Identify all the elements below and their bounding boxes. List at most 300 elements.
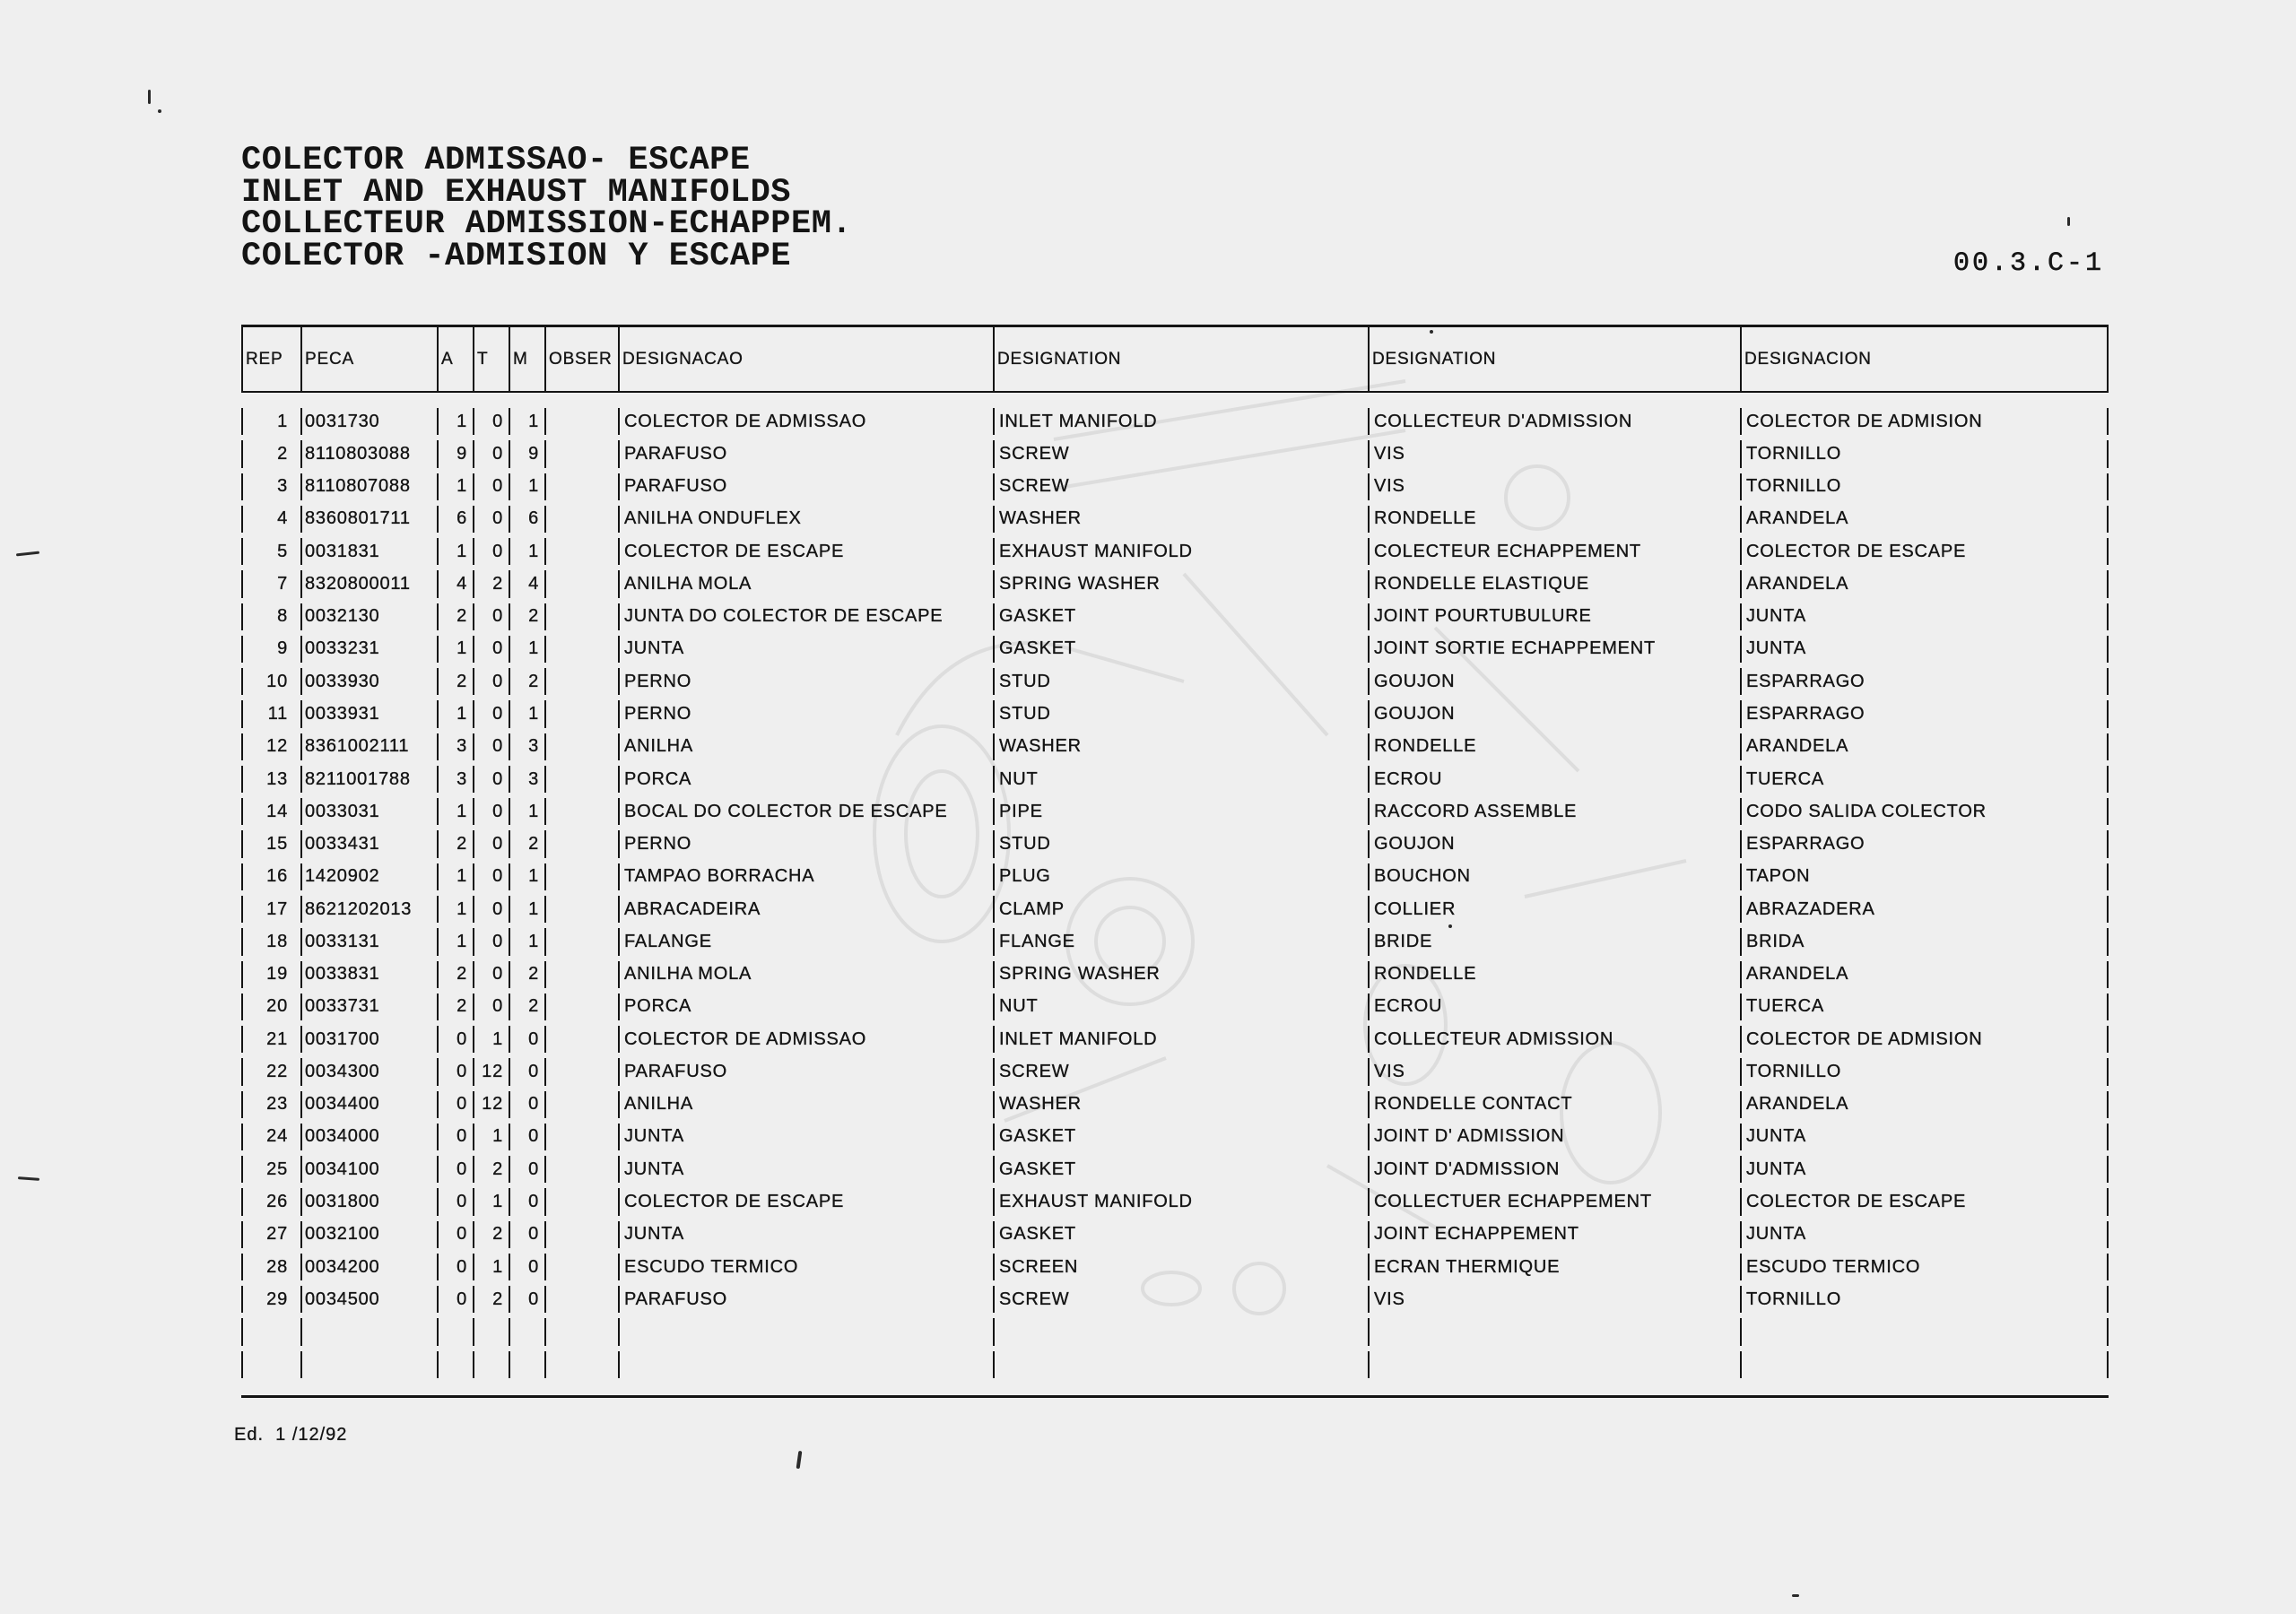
designation-es-cell: ARANDELA xyxy=(1740,1089,2109,1121)
designation-fr-cell: COLLECTEUR D'ADMISSION xyxy=(1368,405,1740,438)
rep-cell: 13 xyxy=(241,763,300,795)
table-header-rule xyxy=(241,391,2109,393)
qty-a-cell: 6 xyxy=(437,503,473,535)
obser-cell xyxy=(544,438,618,470)
designation-pt-cell: ABRACADEIRA xyxy=(618,893,993,925)
qty-a-cell: 0 xyxy=(437,1121,473,1153)
designation-es-cell xyxy=(1740,1349,2109,1381)
part-number-cell xyxy=(300,1315,437,1348)
table-row xyxy=(241,795,2109,828)
part-number-cell: 0032130 xyxy=(300,601,437,633)
designation-es-cell: ESPARRAGO xyxy=(1740,828,2109,860)
qty-m-cell: 1 xyxy=(509,925,544,958)
designation-pt-cell: COLECTOR DE ADMISSAO xyxy=(618,1023,993,1055)
designation-es-cell: COLECTOR DE ADMISION xyxy=(1740,1023,2109,1055)
designation-fr-cell: VIS xyxy=(1368,438,1740,470)
qty-m-cell: 3 xyxy=(509,763,544,795)
obser-cell xyxy=(544,633,618,665)
qty-t-cell: 0 xyxy=(473,763,509,795)
obser-cell xyxy=(544,925,618,958)
designation-pt-cell: COLECTOR DE ESCAPE xyxy=(618,535,993,568)
qty-a-cell: 1 xyxy=(437,861,473,893)
designation-es-cell: JUNTA xyxy=(1740,601,2109,633)
rep-cell: 5 xyxy=(241,535,300,568)
qty-m-cell: 1 xyxy=(509,633,544,665)
designation-fr-cell: COLLIER xyxy=(1368,893,1740,925)
designation-es-cell: ESPARRAGO xyxy=(1740,665,2109,698)
designation-en-cell: SCREW xyxy=(993,1055,1368,1088)
qty-m-cell: 0 xyxy=(509,1185,544,1218)
column-header-qty-a: A xyxy=(437,327,473,391)
designation-es-cell: TORNILLO xyxy=(1740,438,2109,470)
designation-fr-cell: JOINT ECHAPPEMENT xyxy=(1368,1219,1740,1251)
designation-pt-cell: PARAFUSO xyxy=(618,438,993,470)
qty-a-cell: 2 xyxy=(437,991,473,1023)
designation-fr-cell: ECROU xyxy=(1368,763,1740,795)
qty-a-cell xyxy=(437,1349,473,1381)
scan-mark xyxy=(1792,1594,1799,1597)
designation-pt-cell: ANILHA ONDUFLEX xyxy=(618,503,993,535)
qty-a-cell: 0 xyxy=(437,1219,473,1251)
qty-t-cell: 1 xyxy=(473,1023,509,1055)
qty-m-cell: 0 xyxy=(509,1055,544,1088)
table-row xyxy=(241,1219,2109,1251)
designation-es-cell: BRIDA xyxy=(1740,925,2109,958)
table-row xyxy=(241,471,2109,503)
table-row xyxy=(241,1185,2109,1218)
designation-en-cell: GASKET xyxy=(993,1153,1368,1185)
column-header-qty-t: T xyxy=(473,327,509,391)
qty-m-cell: 0 xyxy=(509,1283,544,1315)
qty-m-cell: 1 xyxy=(509,535,544,568)
rep-cell: 23 xyxy=(241,1089,300,1121)
part-number-cell: 0034300 xyxy=(300,1055,437,1088)
designation-pt-cell: PARAFUSO xyxy=(618,1283,993,1315)
qty-t-cell xyxy=(473,1315,509,1348)
edition-footer: Ed. 1 /12/92 xyxy=(234,1425,348,1445)
rep-cell: 16 xyxy=(241,861,300,893)
part-number-cell: 8621202013 xyxy=(300,893,437,925)
qty-a-cell: 1 xyxy=(437,535,473,568)
part-number-cell: 0032100 xyxy=(300,1219,437,1251)
column-header-designation-pt: DESIGNACAO xyxy=(618,327,993,391)
qty-a-cell: 2 xyxy=(437,959,473,991)
qty-m-cell: 1 xyxy=(509,861,544,893)
qty-m-cell: 0 xyxy=(509,1121,544,1153)
designation-es-cell: ARANDELA xyxy=(1740,959,2109,991)
qty-t-cell: 0 xyxy=(473,861,509,893)
title-line-pt: COLECTOR ADMISSAO- ESCAPE xyxy=(241,142,751,179)
qty-m-cell: 3 xyxy=(509,731,544,763)
designation-en-cell: SPRING WASHER xyxy=(993,568,1368,600)
obser-cell xyxy=(544,1089,618,1121)
designation-pt-cell: TAMPAO BORRACHA xyxy=(618,861,993,893)
designation-fr-cell: JOINT D' ADMISSION xyxy=(1368,1121,1740,1153)
rep-cell: 12 xyxy=(241,731,300,763)
scan-mark xyxy=(1448,924,1452,928)
obser-cell xyxy=(544,763,618,795)
table-row xyxy=(241,1121,2109,1153)
rep-cell: 17 xyxy=(241,893,300,925)
qty-m-cell: 0 xyxy=(509,1023,544,1055)
qty-t-cell: 0 xyxy=(473,893,509,925)
designation-pt-cell: ANILHA xyxy=(618,731,993,763)
designation-fr-cell: RONDELLE CONTACT xyxy=(1368,1089,1740,1121)
designation-en-cell: SCREW xyxy=(993,438,1368,470)
designation-fr-cell: JOINT POURTUBULURE xyxy=(1368,601,1740,633)
designation-pt-cell: JUNTA DO COLECTOR DE ESCAPE xyxy=(618,601,993,633)
column-header-part-number: PECA xyxy=(300,327,437,391)
designation-es-cell: TUERCA xyxy=(1740,991,2109,1023)
designation-fr-cell: GOUJON xyxy=(1368,828,1740,860)
part-number-cell: 0033831 xyxy=(300,959,437,991)
qty-m-cell: 2 xyxy=(509,991,544,1023)
qty-t-cell: 0 xyxy=(473,795,509,828)
table-bottom-rule xyxy=(241,1395,2109,1398)
table-row-empty xyxy=(241,1315,2109,1348)
part-number-cell: 0034000 xyxy=(300,1121,437,1153)
obser-cell xyxy=(544,1023,618,1055)
obser-cell xyxy=(544,535,618,568)
qty-a-cell: 1 xyxy=(437,633,473,665)
designation-es-cell: JUNTA xyxy=(1740,1121,2109,1153)
qty-a-cell: 0 xyxy=(437,1153,473,1185)
designation-fr-cell: RONDELLE xyxy=(1368,731,1740,763)
designation-pt-cell: BOCAL DO COLECTOR DE ESCAPE xyxy=(618,795,993,828)
scan-mark xyxy=(18,1176,39,1181)
rep-cell: 18 xyxy=(241,925,300,958)
qty-t-cell: 2 xyxy=(473,568,509,600)
table-row xyxy=(241,535,2109,568)
qty-m-cell: 2 xyxy=(509,959,544,991)
obser-cell xyxy=(544,601,618,633)
designation-pt-cell: PARAFUSO xyxy=(618,471,993,503)
designation-en-cell: SCREEN xyxy=(993,1251,1368,1283)
obser-cell xyxy=(544,861,618,893)
part-number-cell: 0031730 xyxy=(300,405,437,438)
qty-m-cell: 1 xyxy=(509,471,544,503)
qty-t-cell: 0 xyxy=(473,959,509,991)
qty-t-cell: 0 xyxy=(473,698,509,730)
table-row xyxy=(241,991,2109,1023)
table-row xyxy=(241,1023,2109,1055)
part-number-cell: 0033231 xyxy=(300,633,437,665)
designation-fr-cell: COLECTEUR ECHAPPEMENT xyxy=(1368,535,1740,568)
designation-en-cell: SCREW xyxy=(993,1283,1368,1315)
qty-m-cell: 6 xyxy=(509,503,544,535)
designation-es-cell: ARANDELA xyxy=(1740,731,2109,763)
designation-pt-cell: PORCA xyxy=(618,991,993,1023)
designation-fr-cell: BRIDE xyxy=(1368,925,1740,958)
designation-en-cell xyxy=(993,1349,1368,1381)
designation-es-cell: COLECTOR DE ADMISION xyxy=(1740,405,2109,438)
rep-cell: 4 xyxy=(241,503,300,535)
qty-t-cell: 0 xyxy=(473,601,509,633)
qty-m-cell: 1 xyxy=(509,405,544,438)
qty-t-cell: 0 xyxy=(473,633,509,665)
qty-m-cell xyxy=(509,1349,544,1381)
part-number-cell: 8320800011 xyxy=(300,568,437,600)
obser-cell xyxy=(544,1315,618,1348)
designation-es-cell: ESCUDO TERMICO xyxy=(1740,1251,2109,1283)
designation-pt-cell: JUNTA xyxy=(618,1121,993,1153)
qty-t-cell: 0 xyxy=(473,925,509,958)
part-number-cell: 0034400 xyxy=(300,1089,437,1121)
obser-cell xyxy=(544,1219,618,1251)
qty-a-cell: 4 xyxy=(437,568,473,600)
obser-cell xyxy=(544,1055,618,1088)
part-number-cell: 0031800 xyxy=(300,1185,437,1218)
obser-cell xyxy=(544,1153,618,1185)
designation-en-cell: PIPE xyxy=(993,795,1368,828)
qty-a-cell: 2 xyxy=(437,601,473,633)
designation-en-cell: GASKET xyxy=(993,601,1368,633)
qty-a-cell: 3 xyxy=(437,763,473,795)
obser-cell xyxy=(544,503,618,535)
designation-en-cell: INLET MANIFOLD xyxy=(993,1023,1368,1055)
rep-cell xyxy=(241,1349,300,1381)
qty-t-cell: 0 xyxy=(473,438,509,470)
designation-fr-cell: VIS xyxy=(1368,1283,1740,1315)
qty-t-cell: 0 xyxy=(473,731,509,763)
designation-pt-cell: ANILHA xyxy=(618,1089,993,1121)
obser-cell xyxy=(544,828,618,860)
table-row-empty xyxy=(241,1349,2109,1381)
part-number-cell: 8361002111 xyxy=(300,731,437,763)
obser-cell xyxy=(544,405,618,438)
designation-pt-cell: ESCUDO TERMICO xyxy=(618,1251,993,1283)
designation-pt-cell: COLECTOR DE ADMISSAO xyxy=(618,405,993,438)
title-line-fr: COLLECTEUR ADMISSION-ECHAPPEM. xyxy=(241,205,853,243)
qty-t-cell: 2 xyxy=(473,1283,509,1315)
designation-en-cell: NUT xyxy=(993,991,1368,1023)
part-number-cell: 0033031 xyxy=(300,795,437,828)
designation-pt-cell: JUNTA xyxy=(618,1153,993,1185)
designation-es-cell: TAPON xyxy=(1740,861,2109,893)
part-number-cell: 0033731 xyxy=(300,991,437,1023)
designation-en-cell: SPRING WASHER xyxy=(993,959,1368,991)
rep-cell: 10 xyxy=(241,665,300,698)
qty-m-cell: 1 xyxy=(509,893,544,925)
designation-pt-cell: JUNTA xyxy=(618,1219,993,1251)
qty-m-cell: 1 xyxy=(509,795,544,828)
designation-es-cell: JUNTA xyxy=(1740,1153,2109,1185)
designation-es-cell: CODO SALIDA COLECTOR xyxy=(1740,795,2109,828)
designation-en-cell: FLANGE xyxy=(993,925,1368,958)
qty-t-cell: 0 xyxy=(473,535,509,568)
designation-pt-cell xyxy=(618,1315,993,1348)
qty-a-cell: 0 xyxy=(437,1023,473,1055)
designation-fr-cell: ECRAN THERMIQUE xyxy=(1368,1251,1740,1283)
designation-pt-cell: JUNTA xyxy=(618,633,993,665)
designation-en-cell: GASKET xyxy=(993,633,1368,665)
qty-m-cell: 2 xyxy=(509,665,544,698)
designation-fr-cell xyxy=(1368,1349,1740,1381)
designation-en-cell: NUT xyxy=(993,763,1368,795)
table-row xyxy=(241,601,2109,633)
scan-mark xyxy=(1430,330,1433,334)
scan-mark xyxy=(16,551,39,557)
part-number-cell: 8211001788 xyxy=(300,763,437,795)
rep-cell: 3 xyxy=(241,471,300,503)
qty-t-cell: 2 xyxy=(473,1219,509,1251)
table-row xyxy=(241,633,2109,665)
rep-cell: 24 xyxy=(241,1121,300,1153)
designation-fr-cell: GOUJON xyxy=(1368,665,1740,698)
qty-t-cell: 1 xyxy=(473,1251,509,1283)
qty-t-cell: 2 xyxy=(473,1153,509,1185)
qty-a-cell: 2 xyxy=(437,665,473,698)
designation-fr-cell xyxy=(1368,1315,1740,1348)
scan-mark xyxy=(148,90,151,104)
part-number-cell: 0034200 xyxy=(300,1251,437,1283)
obser-cell xyxy=(544,959,618,991)
table-row xyxy=(241,731,2109,763)
rep-cell: 29 xyxy=(241,1283,300,1315)
qty-a-cell: 1 xyxy=(437,795,473,828)
qty-t-cell: 0 xyxy=(473,665,509,698)
rep-cell: 11 xyxy=(241,698,300,730)
obser-cell xyxy=(544,991,618,1023)
designation-es-cell: ESPARRAGO xyxy=(1740,698,2109,730)
table-row xyxy=(241,925,2109,958)
rep-cell: 2 xyxy=(241,438,300,470)
designation-es-cell: JUNTA xyxy=(1740,1219,2109,1251)
rep-cell: 7 xyxy=(241,568,300,600)
designation-en-cell: GASKET xyxy=(993,1121,1368,1153)
designation-en-cell: SCREW xyxy=(993,471,1368,503)
qty-a-cell: 1 xyxy=(437,405,473,438)
part-number-cell: 0034500 xyxy=(300,1283,437,1315)
designation-pt-cell xyxy=(618,1349,993,1381)
table-row xyxy=(241,861,2109,893)
qty-a-cell: 1 xyxy=(437,893,473,925)
qty-a-cell: 9 xyxy=(437,438,473,470)
obser-cell xyxy=(544,698,618,730)
table-row xyxy=(241,763,2109,795)
qty-m-cell: 9 xyxy=(509,438,544,470)
part-number-cell: 0034100 xyxy=(300,1153,437,1185)
table-row xyxy=(241,1055,2109,1088)
designation-en-cell: STUD xyxy=(993,665,1368,698)
rep-cell: 8 xyxy=(241,601,300,633)
designation-fr-cell: JOINT D'ADMISSION xyxy=(1368,1153,1740,1185)
obser-cell xyxy=(544,665,618,698)
qty-t-cell: 12 xyxy=(473,1055,509,1088)
table-row xyxy=(241,1251,2109,1283)
part-number-cell: 0033931 xyxy=(300,698,437,730)
qty-t-cell: 1 xyxy=(473,1185,509,1218)
designation-pt-cell: ANILHA MOLA xyxy=(618,568,993,600)
qty-a-cell: 3 xyxy=(437,731,473,763)
qty-t-cell: 0 xyxy=(473,828,509,860)
table-row xyxy=(241,828,2109,860)
designation-es-cell: TORNILLO xyxy=(1740,471,2109,503)
part-number-cell: 8360801711 xyxy=(300,503,437,535)
obser-cell xyxy=(544,893,618,925)
designation-pt-cell: PERNO xyxy=(618,828,993,860)
designation-en-cell: WASHER xyxy=(993,731,1368,763)
qty-m-cell: 0 xyxy=(509,1219,544,1251)
qty-t-cell: 0 xyxy=(473,991,509,1023)
obser-cell xyxy=(544,1251,618,1283)
designation-es-cell: COLECTOR DE ESCAPE xyxy=(1740,1185,2109,1218)
page-code: 00.3.C-1 xyxy=(1952,248,2104,279)
rep-cell: 21 xyxy=(241,1023,300,1055)
obser-cell xyxy=(544,1283,618,1315)
table-row xyxy=(241,893,2109,925)
obser-cell xyxy=(544,1185,618,1218)
qty-a-cell xyxy=(437,1315,473,1348)
designation-fr-cell: COLLECTEUR ADMISSION xyxy=(1368,1023,1740,1055)
designation-pt-cell: ANILHA MOLA xyxy=(618,959,993,991)
designation-en-cell: PLUG xyxy=(993,861,1368,893)
designation-es-cell: JUNTA xyxy=(1740,633,2109,665)
designation-pt-cell: COLECTOR DE ESCAPE xyxy=(618,1185,993,1218)
qty-t-cell: 12 xyxy=(473,1089,509,1121)
designation-fr-cell: VIS xyxy=(1368,1055,1740,1088)
table-row xyxy=(241,503,2109,535)
rep-cell: 20 xyxy=(241,991,300,1023)
designation-es-cell: ARANDELA xyxy=(1740,503,2109,535)
designation-es-cell: TORNILLO xyxy=(1740,1055,2109,1088)
scan-mark xyxy=(158,109,161,113)
designation-en-cell: WASHER xyxy=(993,1089,1368,1121)
obser-cell xyxy=(544,568,618,600)
column-header-designation-es: DESIGNACION xyxy=(1740,327,2109,391)
rep-cell: 15 xyxy=(241,828,300,860)
table-row xyxy=(241,568,2109,600)
designation-en-cell: GASKET xyxy=(993,1219,1368,1251)
designation-en-cell: WASHER xyxy=(993,503,1368,535)
designation-pt-cell: PORCA xyxy=(618,763,993,795)
rep-cell: 26 xyxy=(241,1185,300,1218)
table-row xyxy=(241,1153,2109,1185)
qty-a-cell: 1 xyxy=(437,698,473,730)
column-header-qty-m: M xyxy=(509,327,544,391)
designation-en-cell: EXHAUST MANIFOLD xyxy=(993,1185,1368,1218)
designation-fr-cell: ECROU xyxy=(1368,991,1740,1023)
rep-cell: 25 xyxy=(241,1153,300,1185)
obser-cell xyxy=(544,1349,618,1381)
designation-pt-cell: FALANGE xyxy=(618,925,993,958)
table-row xyxy=(241,698,2109,730)
designation-fr-cell: RONDELLE ELASTIQUE xyxy=(1368,568,1740,600)
qty-a-cell: 0 xyxy=(437,1055,473,1088)
table-row xyxy=(241,665,2109,698)
qty-m-cell: 0 xyxy=(509,1089,544,1121)
table-row xyxy=(241,405,2109,438)
qty-t-cell: 0 xyxy=(473,405,509,438)
qty-t-cell: 0 xyxy=(473,503,509,535)
rep-cell xyxy=(241,1315,300,1348)
rep-cell: 28 xyxy=(241,1251,300,1283)
designation-en-cell xyxy=(993,1315,1368,1348)
designation-pt-cell: PARAFUSO xyxy=(618,1055,993,1088)
table-row xyxy=(241,438,2109,470)
qty-t-cell: 1 xyxy=(473,1121,509,1153)
rep-cell: 14 xyxy=(241,795,300,828)
rep-cell: 22 xyxy=(241,1055,300,1088)
designation-pt-cell: PERNO xyxy=(618,665,993,698)
scan-mark xyxy=(796,1451,803,1469)
part-number-cell: 1420902 xyxy=(300,861,437,893)
qty-a-cell: 1 xyxy=(437,925,473,958)
designation-fr-cell: GOUJON xyxy=(1368,698,1740,730)
scan-mark xyxy=(2067,217,2070,226)
rep-cell: 9 xyxy=(241,633,300,665)
qty-a-cell: 0 xyxy=(437,1251,473,1283)
